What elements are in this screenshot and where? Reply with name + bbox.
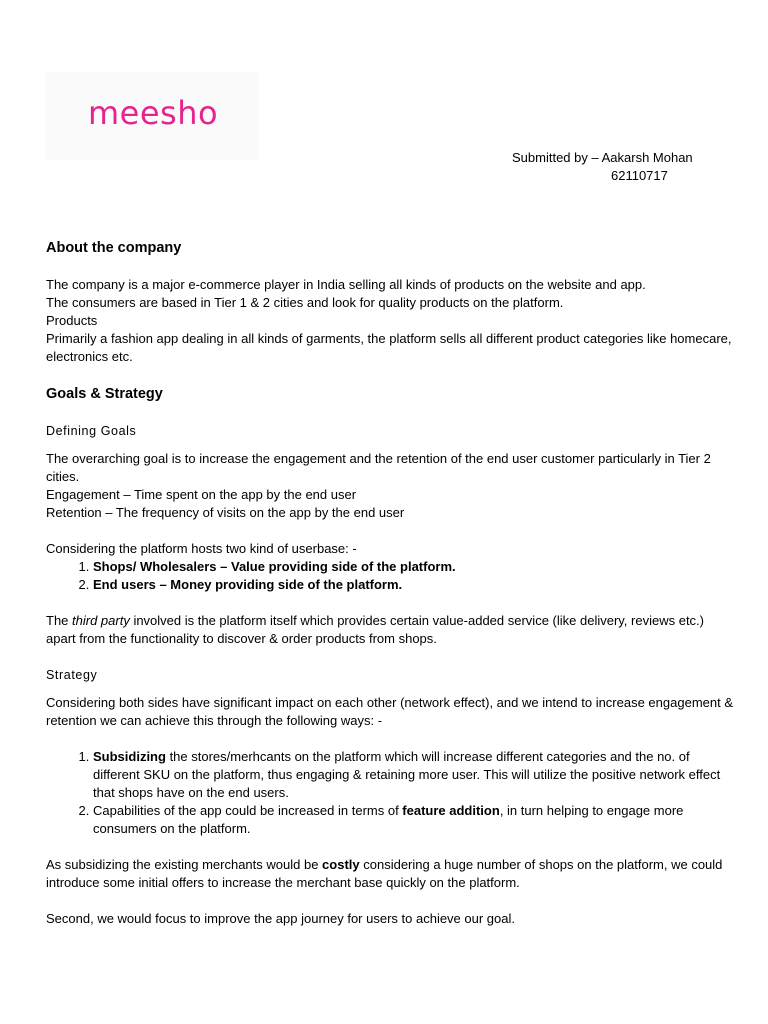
retention-definition: Retention – The frequency of visits on the app by the end user xyxy=(46,505,405,520)
overarching-goal: The overarching goal is to increase the engagement and the retention of the end user customer particularly in Tier 2 cities. xyxy=(46,451,711,484)
logo-area xyxy=(46,72,258,160)
strategy-intro: Considering both sides have significant impact on each other (network effect), and we intend to increase engagement & retention we can achieve this through the following ways: - xyxy=(46,695,734,728)
userbase-intro: Considering the platform hosts two kind of userbase: - xyxy=(46,541,357,556)
products-text: Primarily a fashion app dealing in all kinds of garments, the platform sells all different product categories like homecare, electronics etc. xyxy=(46,331,732,364)
userbase-list xyxy=(46,558,736,594)
roll-number: 62110717 xyxy=(611,168,668,183)
products-label: Products xyxy=(46,313,98,328)
submitted-by: Submitted by – Aakarsh Mohan xyxy=(512,150,693,165)
list-item: 1. Subsidizing the stores/merhcants on the platform which will increase different categories and the no. of different SKU on the platform, thus engaging & retaining more user. This will utilize the positive network effect that shops have on the end users. xyxy=(93,748,736,802)
about-heading: About the company xyxy=(46,240,182,256)
list-item: 2. Capabilities of the app could be increased in terms of feature addition, in turn helping to engage more consumers on the platform. xyxy=(93,802,736,838)
strategy-list xyxy=(46,748,736,838)
defining-goals-heading: Defining Goals xyxy=(46,424,137,438)
list-item: 2. End users – Money providing side of the platform. xyxy=(93,576,736,594)
list-item: 1. Shops/ Wholesalers – Value providing side of the platform. xyxy=(93,558,736,576)
second-focus-paragraph: Second, we would focus to improve the app journey for users to achieve our goal. xyxy=(46,911,515,926)
third-party-paragraph: The third party involved is the platform itself which provides certain value-added service (like delivery, reviews etc.) apart from the functionality to discover & order products from shops. xyxy=(46,613,704,646)
meesho-logo: meesho xyxy=(88,94,219,132)
engagement-definition: Engagement – Time spent on the app by the end user xyxy=(46,487,357,502)
about-line-2: The consumers are based in Tier 1 & 2 cities and look for quality products on the platform. xyxy=(46,295,564,310)
costly-paragraph: As subsidizing the existing merchants would be costly considering a huge number of shops on the platform, we could introduce some initial offers to increase the merchant base quickly on the platform. xyxy=(46,857,723,890)
strategy-heading: Strategy xyxy=(46,668,98,682)
goals-heading: Goals & Strategy xyxy=(46,386,163,402)
document-body xyxy=(46,238,736,928)
about-line-1: The company is a major e-commerce player in India selling all kinds of products on the website and app. xyxy=(46,277,646,292)
